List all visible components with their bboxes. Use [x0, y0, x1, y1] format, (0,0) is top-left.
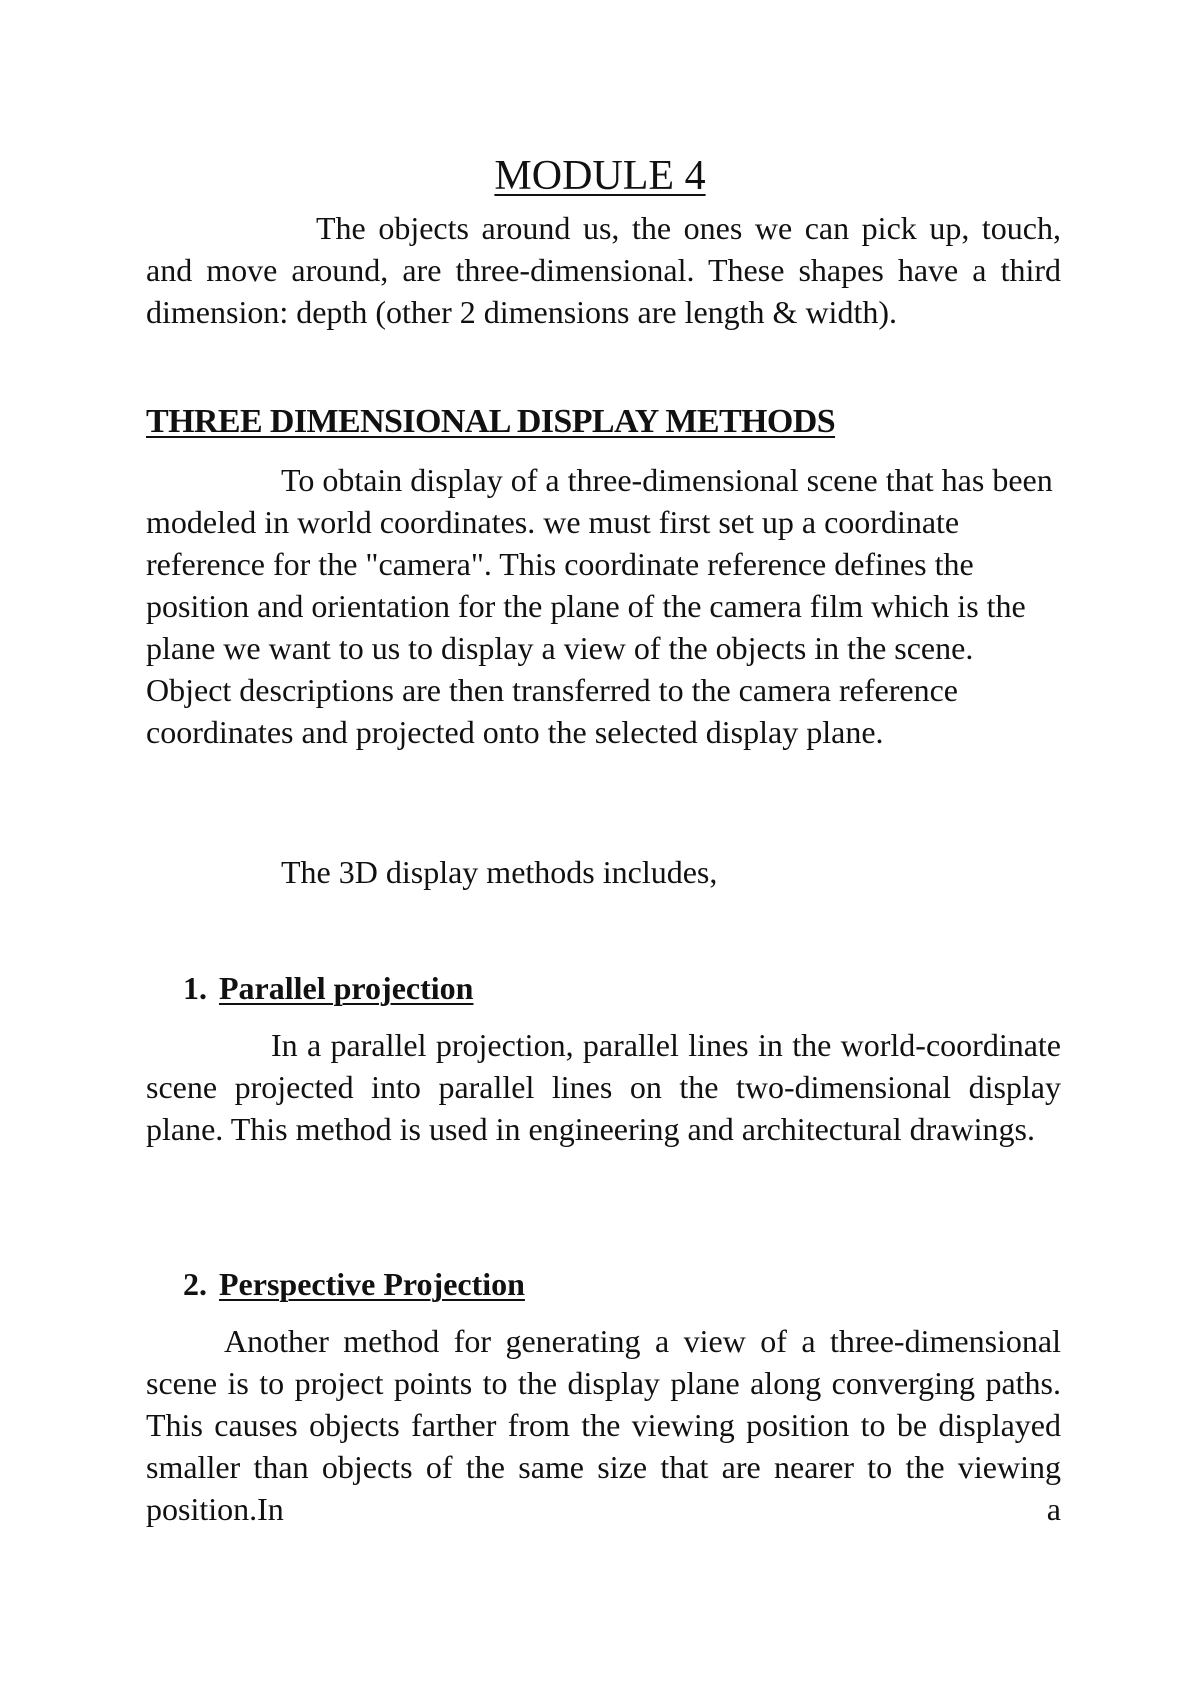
section-heading: THREE DIMENSIONAL DISPLAY METHODS [146, 403, 836, 440]
parallel-projection-description: In a parallel projection, parallel lines in the world-coordinate scene projected into parallel lines on the two-dimensional display plane. This method is used in engineering and architectural drawings. [146, 1027, 1061, 1147]
page-title: MODULE 4 [494, 153, 706, 199]
method-title: Perspective Projection [219, 1266, 525, 1302]
method-number: 2. [183, 1266, 207, 1302]
methods-intro: The 3D display methods includes, [281, 854, 718, 890]
intro-paragraph: The objects around us, the ones we can pick up, touch, and move around, are three-dimensional. These shapes have a third dimension: depth (other 2 dimensions are length & width). [146, 210, 1061, 330]
method-heading-parallel [183, 967, 473, 1009]
method-heading-perspective [183, 1263, 525, 1305]
section-paragraph: To obtain display of a three-dimensional scene that has been modeled in world coordinates. we must first set up a coordinate reference for the "camera". This coordinate reference defines the position and orientation for the plane of the camera film which is the plane we want to us to display a view of the objects in the scene. Object descriptions are then transferred to the camera reference coordinates and projected onto the selected display plane. [146, 462, 1053, 750]
method-number: 1. [183, 970, 207, 1006]
perspective-projection-description: Another method for generating a view of a three-dimensional scene is to project points to the display plane along converging paths. This causes objects farther from the viewing position to be displayed smaller than objects of the same size that are nearer to the viewing position.In a [146, 1323, 1061, 1527]
method-title: Parallel projection [219, 970, 474, 1006]
